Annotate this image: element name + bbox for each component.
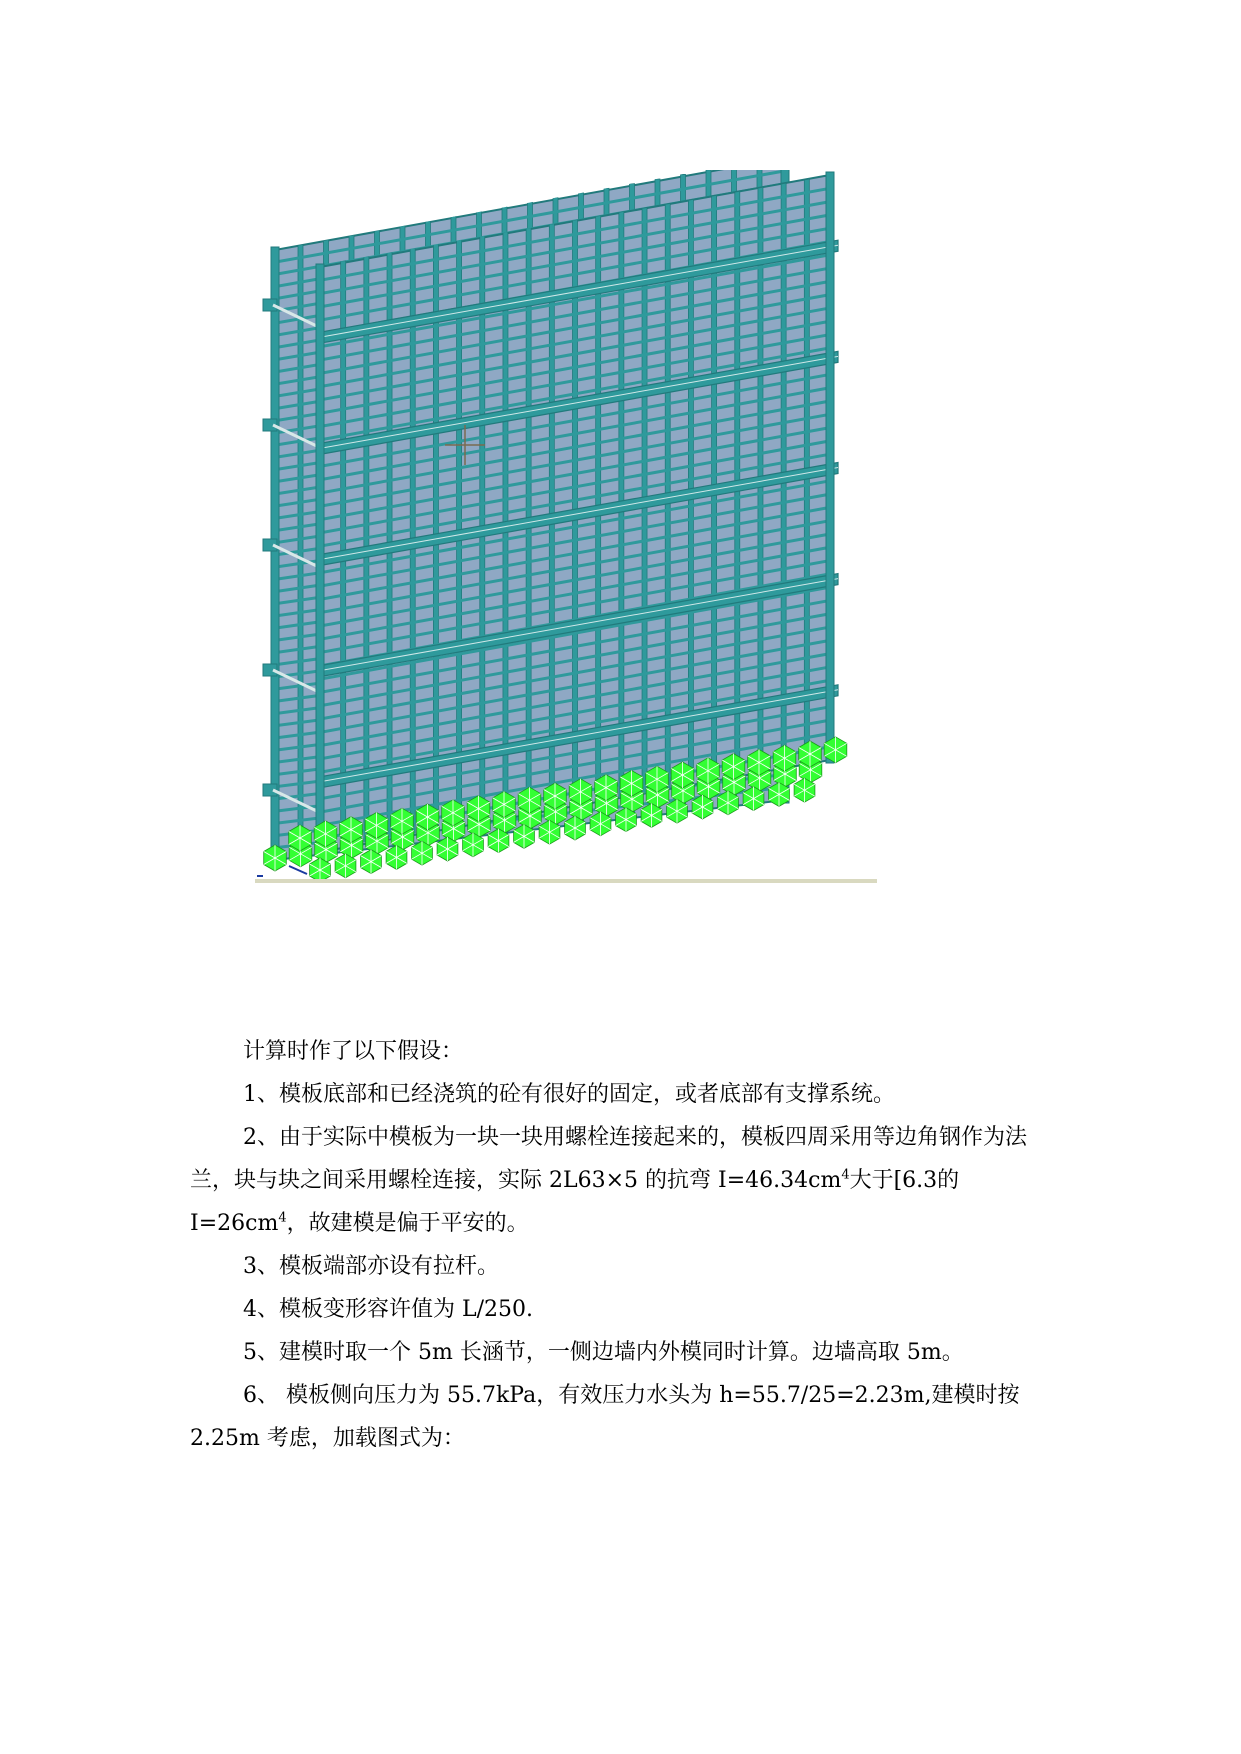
assumption-2-part-c: ，故建模是偏于平安的。: [286, 1211, 529, 1236]
intro-line: 计算时作了以下假设：: [243, 1039, 464, 1064]
assumption-2-part-b: 大于[6.3的 I=26cm: [190, 1168, 960, 1236]
superscript-4: 4: [278, 1210, 287, 1226]
assumptions-text: [190, 1030, 1060, 1460]
assumption-2-part-a: 2、由于实际中模板为一块一块用螺栓连接起来的，模板四周采用等边角钢作为法兰，块与块之间采用螺栓连接，实际 2L63×5 的抗弯 I=46.34cm: [190, 1125, 1027, 1193]
assumption-5: 5、建模时取一个 5m 长涵节，一侧边墙内外模同时计算。边墙高取 5m。: [243, 1340, 964, 1365]
assumption-3: 3、模板端部亦设有拉杆。: [243, 1254, 499, 1279]
formwork-3d-model: [255, 170, 990, 995]
formwork-model-figure: [255, 170, 990, 995]
assumption-4: 4、模板变形容许值为 L/250.: [243, 1297, 533, 1322]
assumption-6: 6、 模板侧向压力为 55.7kPa，有效压力水头为 h=55.7/25=2.23m,建模时按2.25m 考虑，加载图式为：: [190, 1383, 1020, 1451]
assumption-1: 1、模板底部和已经浇筑的砼有很好的固定，或者底部有支撑系统。: [243, 1082, 895, 1107]
superscript-4: 4: [841, 1167, 850, 1183]
assumption-2: [190, 1116, 1060, 1245]
